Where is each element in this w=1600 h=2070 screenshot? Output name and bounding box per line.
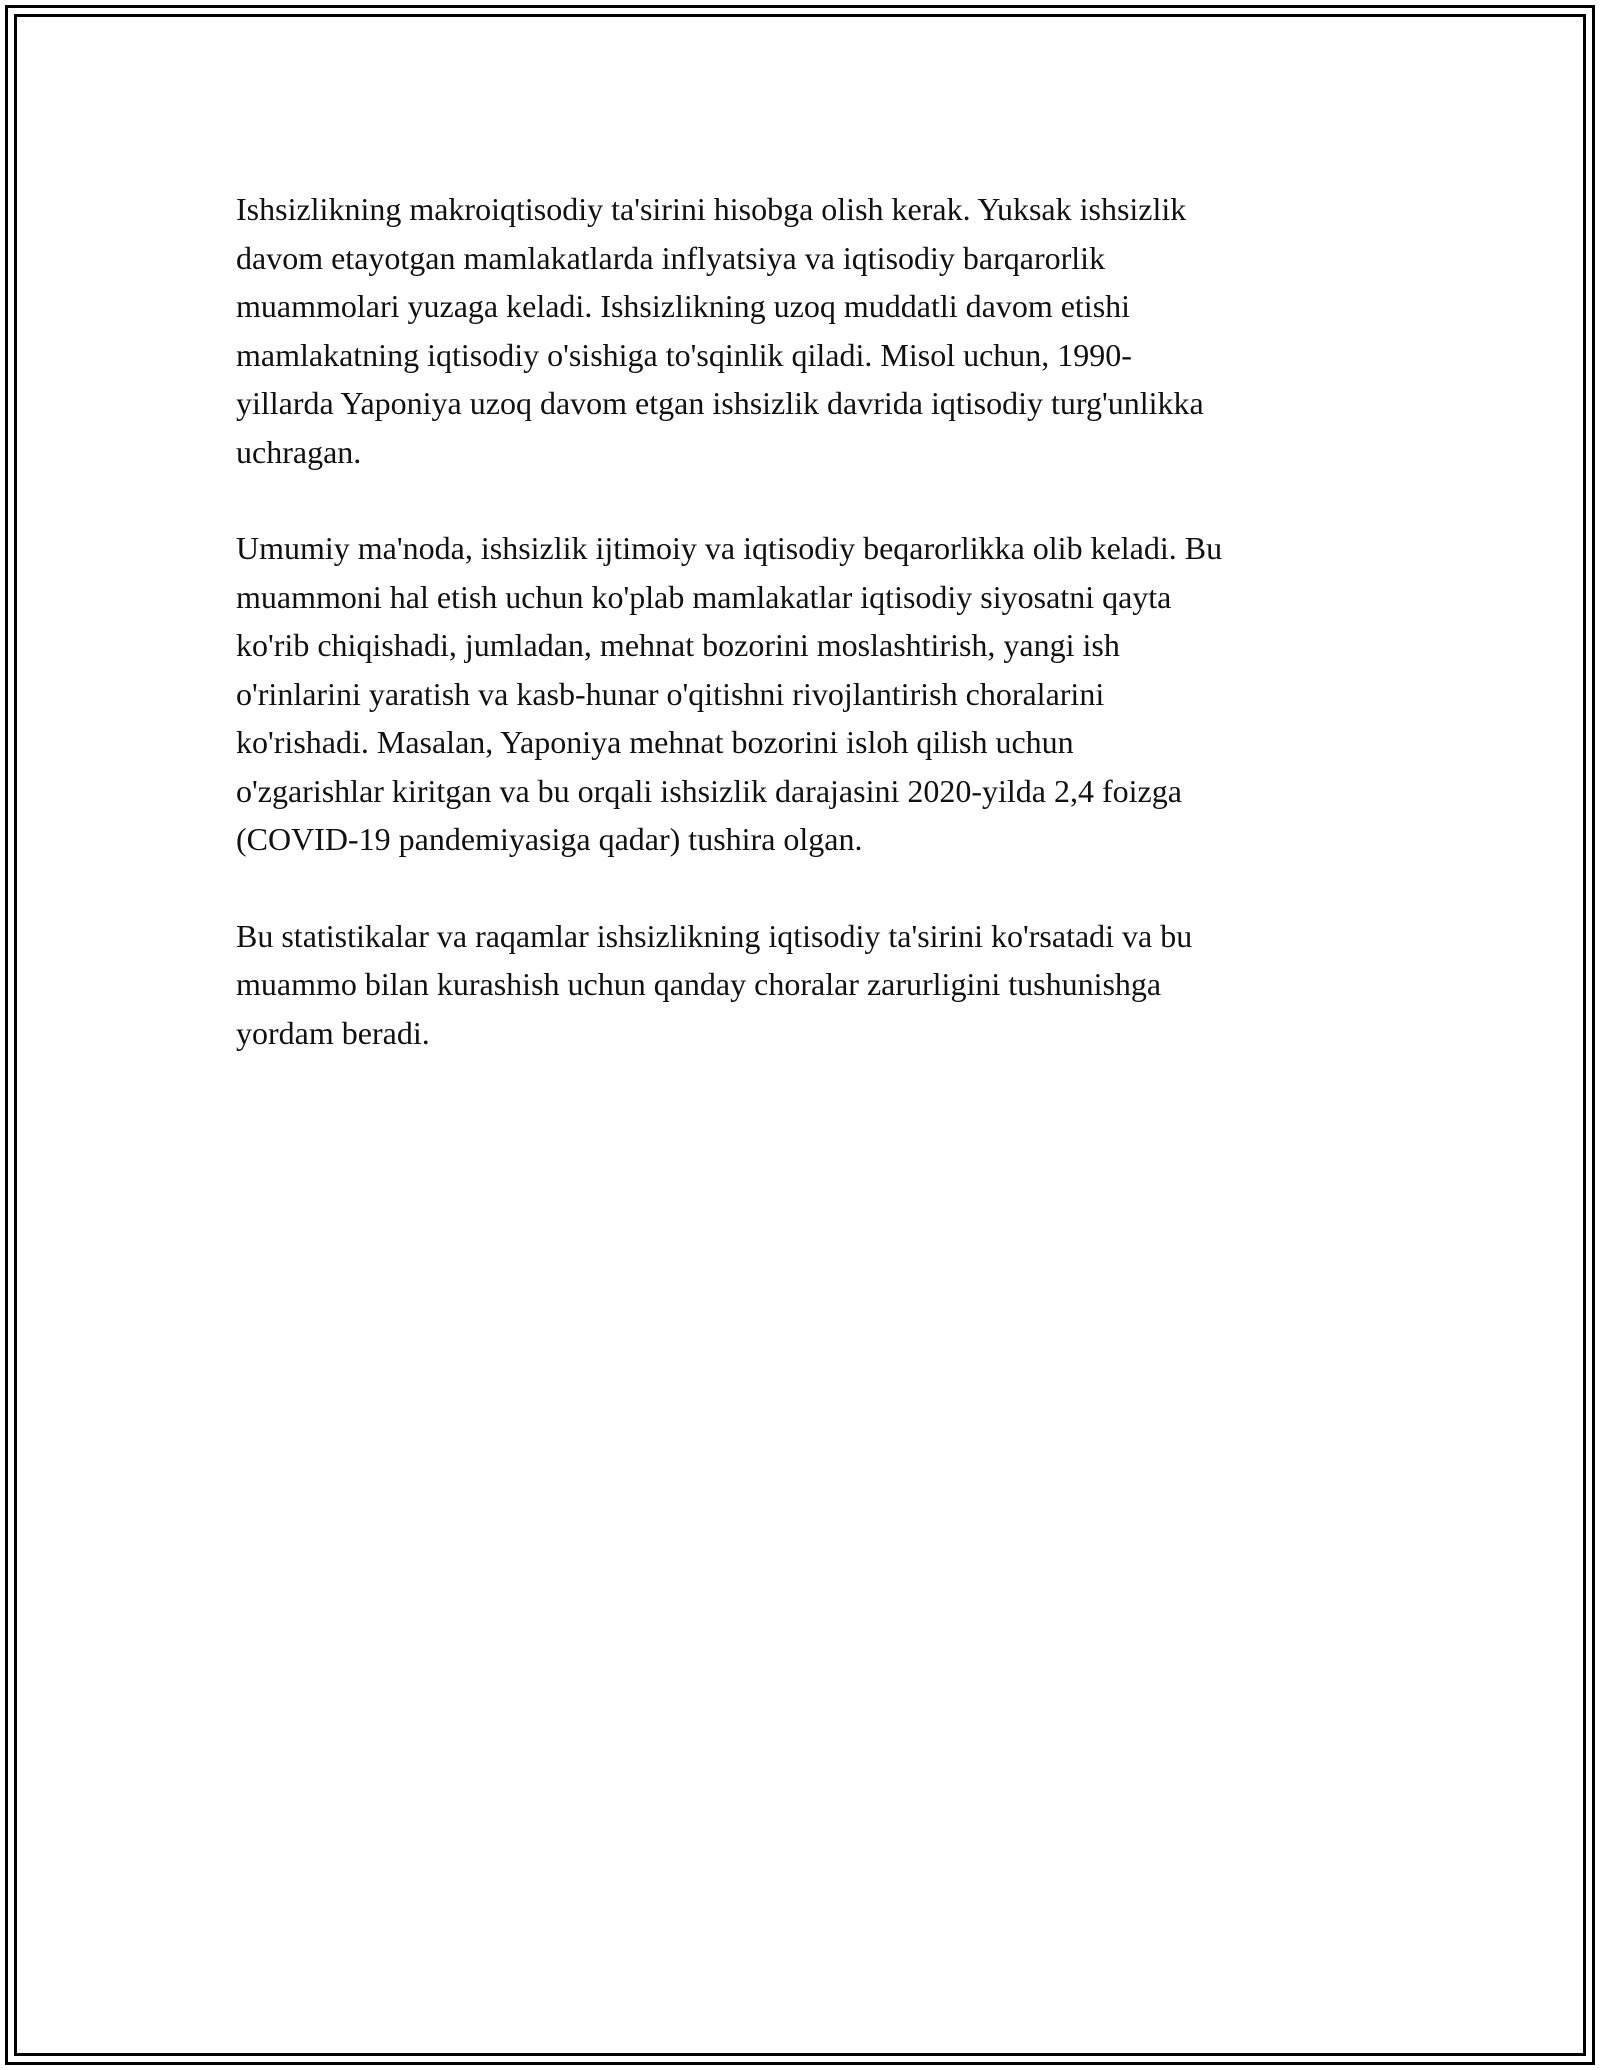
text-line: ko'rishadi. Masalan, Yaponiya mehnat bozorini isloh qilish uchun <box>236 724 1074 760</box>
text-line: Ishsizlikning makroiqtisodiy ta'sirini hisobga olish kerak. Yuksak ishsizlik <box>236 191 1187 227</box>
document-body <box>236 185 1376 1105</box>
text-line: yillarda Yaponiya uzoq davom etgan ishsizlik davrida iqtisodiy turg'unlikka <box>236 385 1204 421</box>
text-line: ko'rib chiqishadi, jumladan, mehnat bozorini moslashtirish, yangi ish <box>236 627 1120 663</box>
text-line: yordam beradi. <box>236 1014 430 1051</box>
paragraph-macroeconomic-impact <box>236 185 1376 476</box>
text-line: Umumiy ma'noda, ishsizlik ijtimoiy va iqtisodiy beqarorlikka olib keladi. Bu <box>236 530 1223 566</box>
text-line: o'zgarishlar kiritgan va bu orqali ishsizlik darajasini 2020-yilda 2,4 foizga <box>236 772 1182 809</box>
text-line: o'rinlarini yaratish va kasb-hunar o'qitishni rivojlantirish choralarini <box>236 675 1105 712</box>
text-line: Bu statistikalar va raqamlar ishsizlikning iqtisodiy ta'sirini ko'rsatadi va bu <box>236 917 1193 954</box>
text-line: uchragan. <box>236 433 362 470</box>
paragraph-general-meaning <box>236 524 1376 864</box>
paragraph-conclusion <box>236 912 1376 1058</box>
text-line: (COVID-19 pandemiyasiga qadar) tushira olgan. <box>236 821 863 857</box>
text-line: muammo bilan kurashish uchun qanday choralar zarurligini tushunishga <box>236 966 1162 1002</box>
text-line: mamlakatning iqtisodiy o'sishiga to'sqinlik qiladi. Misol uchun, 1990- <box>236 336 1132 373</box>
text-line: muammoni hal etish uchun ko'plab mamlakatlar iqtisodiy siyosatni qayta <box>236 578 1172 615</box>
text-line: muammolari yuzaga keladi. Ishsizlikning uzoq muddatli davom etishi <box>236 288 1131 324</box>
text-line: davom etayotgan mamlakatlarda inflyatsiya va iqtisodiy barqarorlik <box>236 239 1106 276</box>
